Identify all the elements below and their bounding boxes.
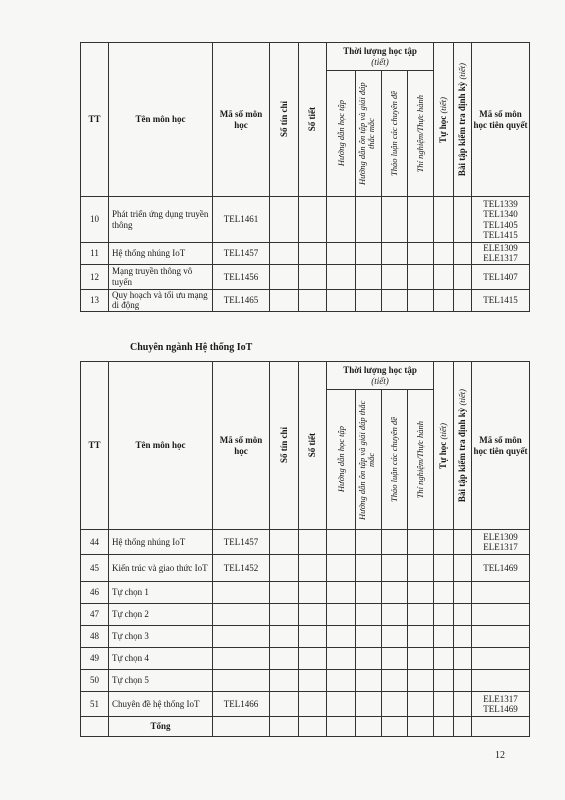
table-row (81, 289, 530, 312)
row-code: TEL1457 (213, 530, 270, 555)
row-empty-cell (408, 264, 434, 289)
row-prereq (472, 555, 530, 582)
header-thi-nghiem: Thí nghiệm/Thực hành (408, 71, 434, 197)
header-ma-tien-quyet: Mã số môn học tiên quyết (472, 43, 530, 197)
row-name: Phát triển ứng dụng truyền thông (109, 197, 213, 243)
row-code (213, 582, 270, 604)
row-empty-cell (270, 604, 299, 626)
row-empty-cell (299, 648, 327, 670)
row-empty-cell (454, 648, 472, 670)
row-empty-cell (408, 692, 434, 717)
row-code: TEL1466 (213, 692, 270, 717)
row-empty-cell (270, 648, 299, 670)
row-empty-cell (454, 197, 472, 243)
row-empty-cell (408, 555, 434, 582)
row-empty-cell (327, 243, 356, 265)
row-empty-cell (270, 670, 299, 692)
row-empty-cell (299, 264, 327, 289)
row-empty-cell (356, 530, 382, 555)
row-empty-cell (327, 692, 356, 717)
row-empty-cell (434, 264, 454, 289)
row-code: TEL1465 (213, 289, 270, 312)
row-empty-cell (356, 670, 382, 692)
header-so-tiet: Số tiết (299, 43, 327, 197)
row-empty-cell (356, 264, 382, 289)
row-empty-cell (299, 626, 327, 648)
row-empty-cell (454, 626, 472, 648)
row-empty-cell (408, 530, 434, 555)
row-empty-cell (454, 243, 472, 265)
header-so-tiet: Số tiết (299, 362, 327, 530)
row-empty-cell (327, 648, 356, 670)
row-empty-cell (434, 243, 454, 265)
row-name: Kiến trúc và giao thức IoT (109, 555, 213, 582)
prereq-code: ELE1317 (483, 542, 518, 552)
header-bai-tap: Bài tập kiểm tra định kỳ (tiết) (454, 362, 472, 530)
header-ten-mon-hoc: Tên môn học (109, 43, 213, 197)
row-empty-cell (270, 289, 299, 312)
row-empty-cell (382, 648, 408, 670)
row-name: Tự chọn 1 (109, 582, 213, 604)
row-empty-cell (299, 555, 327, 582)
row-prereq (472, 626, 530, 648)
row-tt: 11 (81, 243, 109, 265)
table-row (81, 555, 530, 582)
header-huong-dan: Hướng dẫn học tập (327, 390, 356, 530)
prereq-code: TEL1469 (483, 562, 518, 573)
row-name: Chuyên đề hệ thống IoT (109, 692, 213, 717)
row-empty-cell (299, 197, 327, 243)
prereq-code: TEL1469 (483, 704, 518, 714)
row-empty-cell (434, 555, 454, 582)
header-bai-tap: Bài tập kiểm tra định kỳ (tiết) (454, 43, 472, 197)
row-empty-cell (382, 692, 408, 717)
row-empty-cell (408, 648, 434, 670)
header-so-tin-chi: Số tín chỉ (270, 43, 299, 197)
row-code: TEL1457 (213, 243, 270, 265)
row-empty-cell (408, 604, 434, 626)
row-empty-cell (270, 555, 299, 582)
row-empty-cell (408, 626, 434, 648)
row-empty-cell (327, 604, 356, 626)
page-number: 12 (495, 750, 505, 761)
prereq-code: TEL1415 (483, 295, 518, 306)
total-label: Tổng (109, 717, 213, 737)
row-empty-cell (434, 582, 454, 604)
row-empty-cell (382, 530, 408, 555)
row-empty-cell (270, 264, 299, 289)
row-prereq (472, 670, 530, 692)
table-row (81, 604, 530, 626)
row-empty-cell (270, 197, 299, 243)
row-code: TEL1456 (213, 264, 270, 289)
row-empty-cell (382, 555, 408, 582)
row-tt: 47 (81, 604, 109, 626)
header-tu-hoc: Tự học (tiết) (434, 362, 454, 530)
table-row (81, 582, 530, 604)
row-prereq (472, 582, 530, 604)
header-thoi-luong: Thời lượng học tập (tiết) (327, 43, 434, 71)
row-empty-cell (434, 197, 454, 243)
row-empty-cell (356, 582, 382, 604)
section-title: Chuyên ngành Hệ thống IoT (130, 342, 253, 353)
row-empty-cell (434, 604, 454, 626)
row-empty-cell (356, 604, 382, 626)
row-empty-cell (382, 264, 408, 289)
row-empty-cell (356, 197, 382, 243)
row-empty-cell (356, 626, 382, 648)
row-empty-cell (434, 626, 454, 648)
margin-stamp (555, 300, 561, 410)
row-empty-cell (270, 582, 299, 604)
prereq-code: TEL1405 (483, 219, 518, 230)
header-tt: TT (81, 362, 109, 530)
row-tt: 49 (81, 648, 109, 670)
row-empty-cell (408, 670, 434, 692)
row-empty-cell (356, 648, 382, 670)
prereq-code: ELE1317 (483, 693, 518, 704)
row-tt: 46 (81, 582, 109, 604)
row-empty-cell (356, 289, 382, 312)
row-empty-cell (454, 555, 472, 582)
row-tt: 12 (81, 264, 109, 289)
row-empty-cell (299, 243, 327, 265)
header-on-tap: Hướng dẫn ôn tập và giải đáp thắc mắc (356, 390, 382, 530)
row-name: Tự chọn 4 (109, 648, 213, 670)
row-empty-cell (327, 264, 356, 289)
row-empty-cell (327, 626, 356, 648)
row-code (213, 648, 270, 670)
row-code: TEL1461 (213, 197, 270, 243)
row-code: TEL1452 (213, 555, 270, 582)
header-tu-hoc: Tự học (tiết) (434, 43, 454, 197)
row-empty-cell (434, 670, 454, 692)
header-tt: TT (81, 43, 109, 197)
row-empty-cell (270, 243, 299, 265)
table-row (81, 197, 530, 243)
header-on-tap: Hướng dẫn ôn tập và giải đáp thắc mắc (356, 71, 382, 197)
row-code (213, 604, 270, 626)
table-row (81, 692, 530, 717)
row-empty-cell (299, 530, 327, 555)
prereq-code: TEL1407 (483, 271, 518, 282)
row-name: Tự chọn 2 (109, 604, 213, 626)
prereq-code: ELE1309 (483, 243, 518, 253)
row-empty-cell (356, 243, 382, 265)
prereq-code: ELE1317 (483, 253, 518, 264)
row-tt: 44 (81, 530, 109, 555)
row-empty-cell (454, 670, 472, 692)
row-empty-cell (270, 692, 299, 717)
header-thoi-luong: Thời lượng học tập (tiết) (327, 362, 434, 390)
row-empty-cell (327, 555, 356, 582)
row-empty-cell (408, 289, 434, 312)
row-empty-cell (299, 582, 327, 604)
row-name: Tự chọn 5 (109, 670, 213, 692)
row-empty-cell (382, 670, 408, 692)
row-empty-cell (356, 555, 382, 582)
header-thao-luan: Thảo luận các chuyên đề (382, 71, 408, 197)
row-empty-cell (327, 670, 356, 692)
row-prereq (472, 604, 530, 626)
row-tt: 13 (81, 289, 109, 312)
row-prereq (472, 264, 530, 289)
header-ten-mon-hoc: Tên môn học (109, 362, 213, 530)
row-empty-cell (454, 692, 472, 717)
row-name: Hệ thống nhúng IoT (109, 530, 213, 555)
row-empty-cell (382, 626, 408, 648)
row-empty-cell (299, 692, 327, 717)
row-empty-cell (434, 530, 454, 555)
row-empty-cell (270, 626, 299, 648)
prereq-code: TEL1340 (483, 209, 518, 220)
row-tt: 45 (81, 555, 109, 582)
header-ma-tien-quyet: Mã số môn học tiên quyết (472, 362, 530, 530)
row-empty-cell (356, 692, 382, 717)
prereq-code: ELE1309 (483, 531, 518, 542)
row-name: Tự chọn 3 (109, 626, 213, 648)
row-empty-cell (408, 582, 434, 604)
total-empty-cell (81, 717, 109, 737)
row-empty-cell (408, 197, 434, 243)
row-empty-cell (382, 582, 408, 604)
row-empty-cell (327, 197, 356, 243)
table-2 (80, 361, 530, 737)
row-empty-cell (434, 289, 454, 312)
row-empty-cell (434, 692, 454, 717)
row-empty-cell (270, 530, 299, 555)
row-prereq (472, 648, 530, 670)
row-empty-cell (382, 197, 408, 243)
prereq-code: TEL1339 (483, 198, 518, 209)
header-thi-nghiem: Thí nghiệm/Thực hành (408, 390, 434, 530)
row-empty-cell (327, 582, 356, 604)
row-empty-cell (382, 289, 408, 312)
row-name: Quy hoạch và tối ưu mạng di động (109, 289, 213, 312)
row-prereq (472, 692, 530, 717)
header-huong-dan: Hướng dẫn học tập (327, 71, 356, 197)
table-row (81, 670, 530, 692)
row-empty-cell (382, 243, 408, 265)
row-empty-cell (454, 604, 472, 626)
row-empty-cell (408, 243, 434, 265)
header-ma-so-mon-hoc: Mã số môn học (213, 362, 270, 530)
header-ma-so-mon-hoc: Mã số môn học (213, 43, 270, 197)
row-empty-cell (454, 530, 472, 555)
row-empty-cell (299, 670, 327, 692)
row-tt: 50 (81, 670, 109, 692)
row-empty-cell (454, 264, 472, 289)
row-tt: 48 (81, 626, 109, 648)
header-thao-luan: Thảo luận các chuyên đề (382, 390, 408, 530)
row-empty-cell (454, 289, 472, 312)
header-so-tin-chi: Số tín chỉ (270, 362, 299, 530)
row-prereq (472, 530, 530, 555)
table-row (81, 648, 530, 670)
table-1 (80, 42, 530, 312)
row-prereq (472, 289, 530, 312)
row-name: Hệ thống nhúng IoT (109, 243, 213, 265)
row-empty-cell (434, 648, 454, 670)
row-empty-cell (299, 289, 327, 312)
row-code (213, 670, 270, 692)
row-code (213, 626, 270, 648)
row-prereq (472, 243, 530, 265)
table-row (81, 264, 530, 289)
prereq-code: TEL1415 (483, 229, 518, 240)
row-empty-cell (299, 604, 327, 626)
row-name: Mạng truyền thông vô tuyến (109, 264, 213, 289)
row-empty-cell (327, 289, 356, 312)
table-row (81, 626, 530, 648)
row-empty-cell (454, 582, 472, 604)
table-row (81, 530, 530, 555)
table-row (81, 243, 530, 265)
row-tt: 51 (81, 692, 109, 717)
row-empty-cell (382, 604, 408, 626)
row-prereq (472, 197, 530, 243)
row-tt: 10 (81, 197, 109, 243)
row-empty-cell (327, 530, 356, 555)
